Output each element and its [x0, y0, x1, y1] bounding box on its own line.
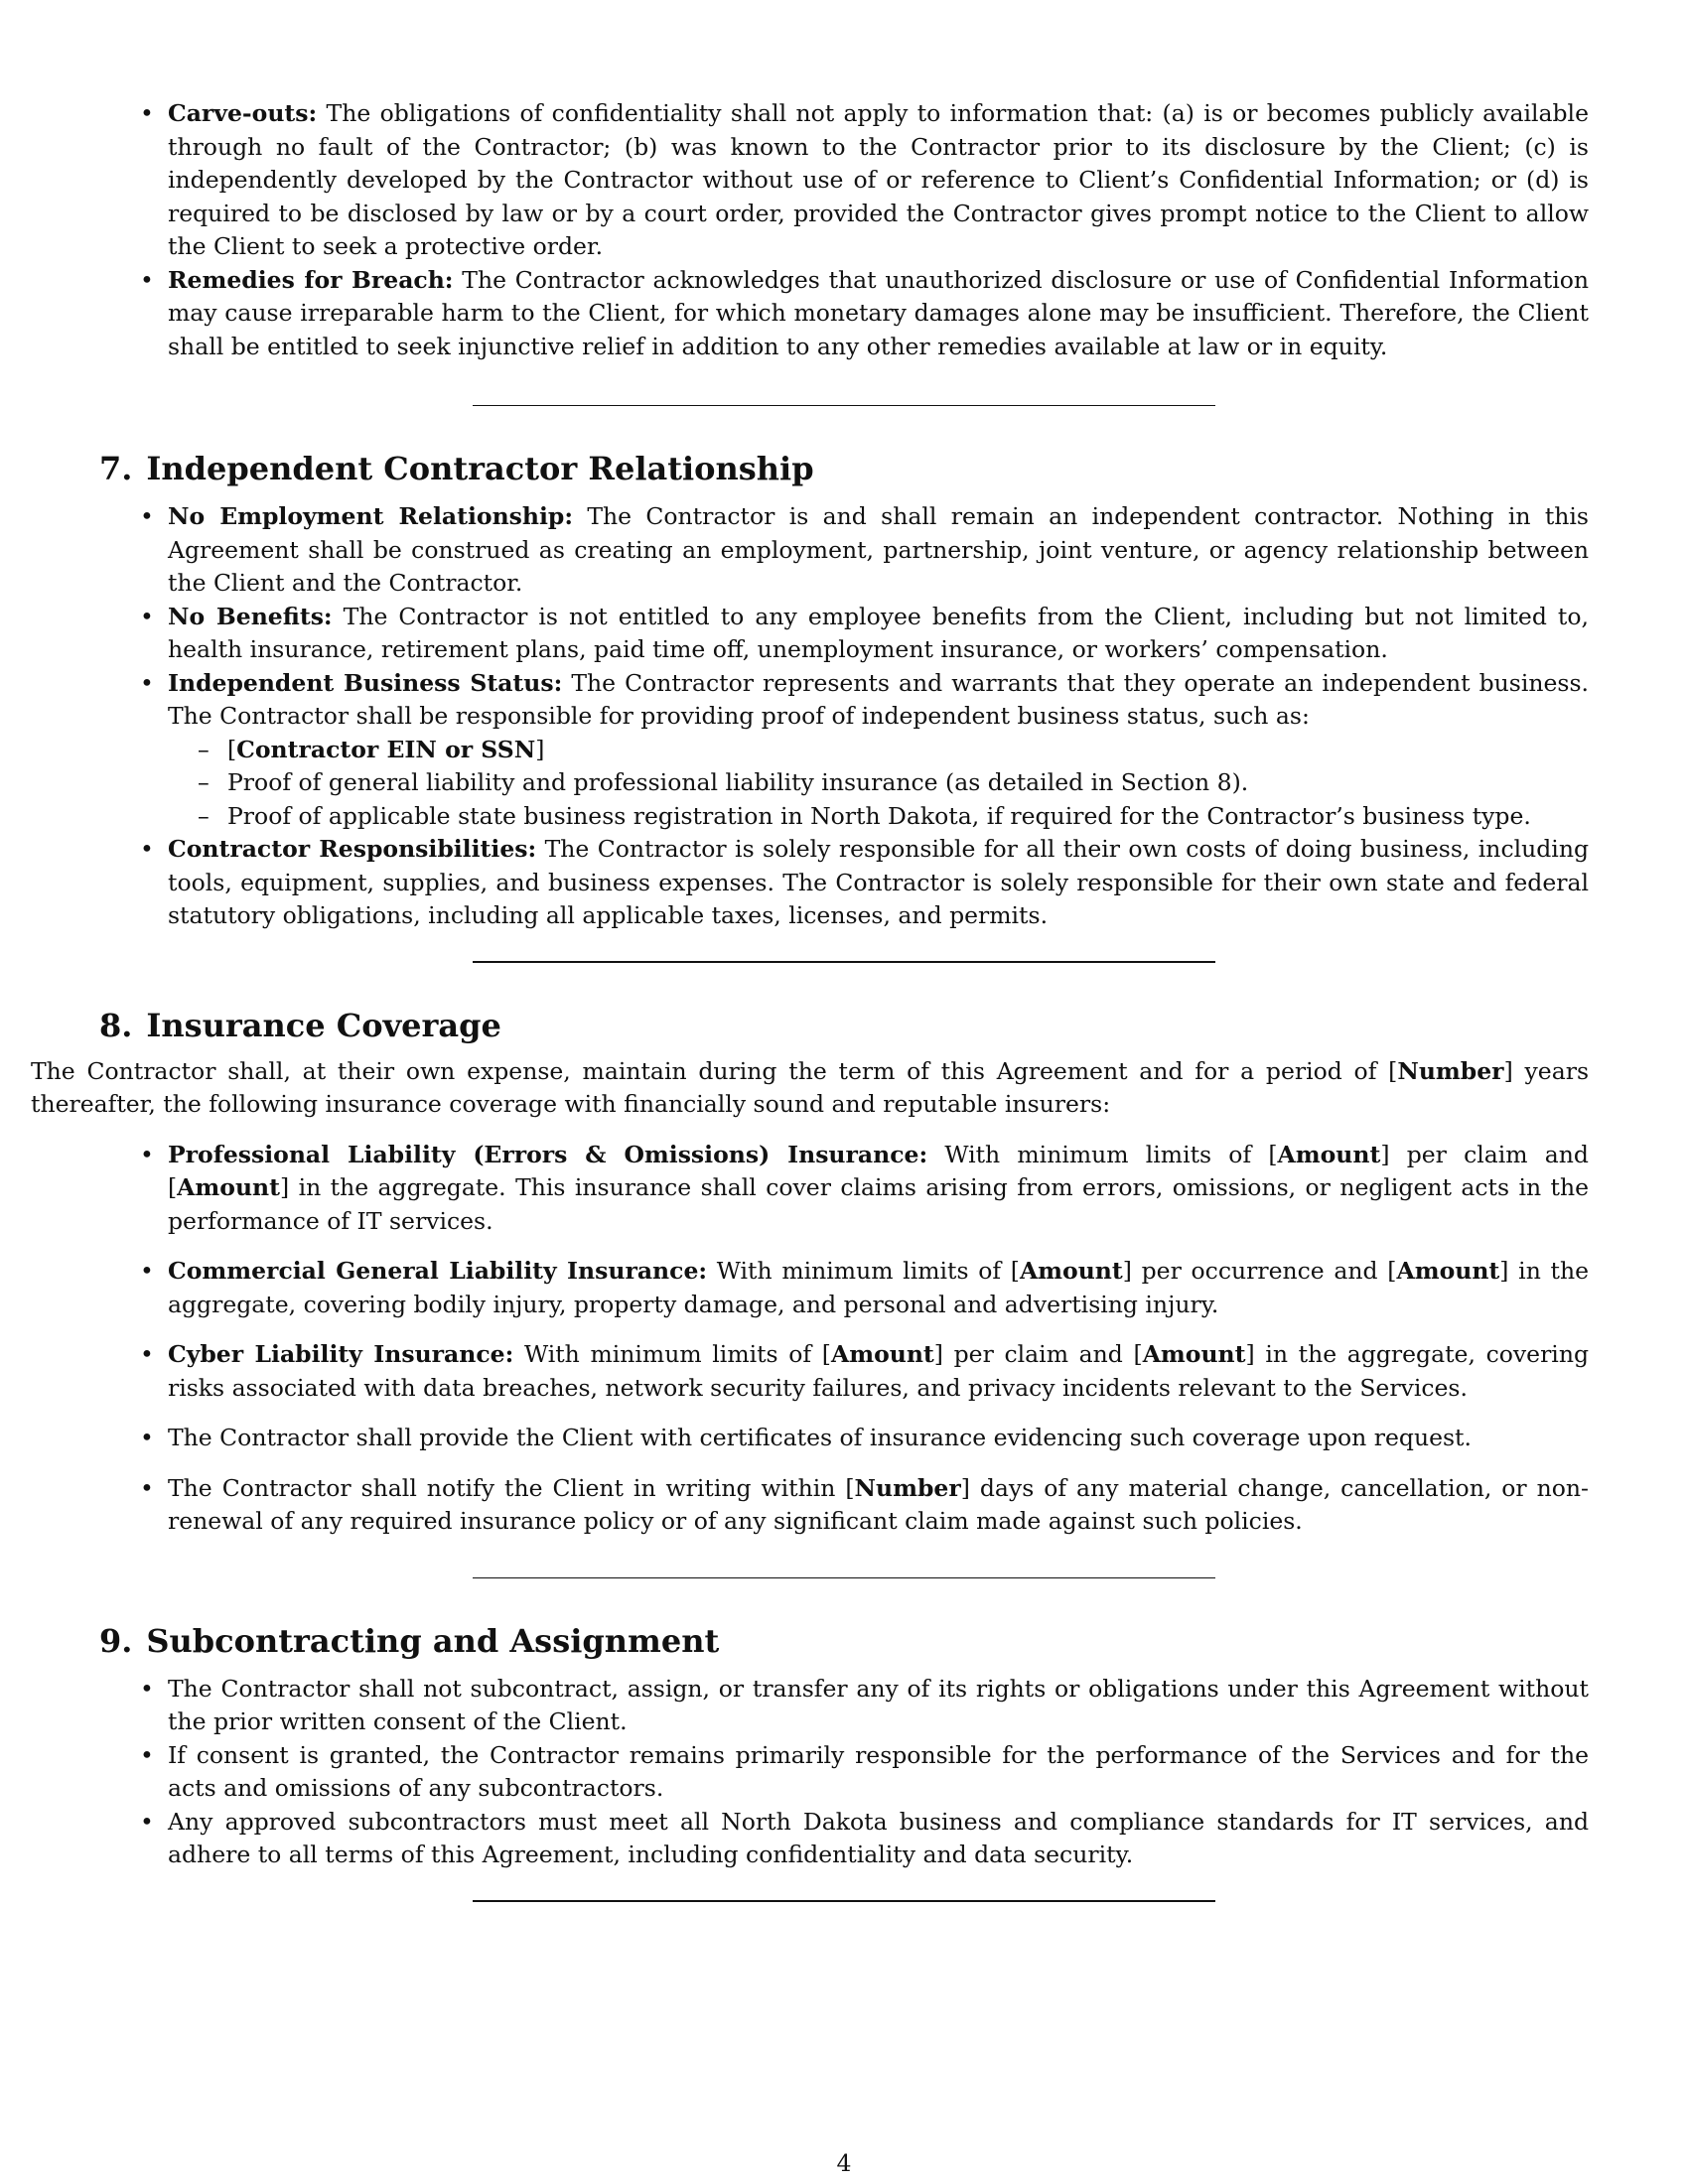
item-label: Contractor Responsibilities:	[168, 835, 537, 863]
list-item	[168, 500, 1589, 601]
sub-list-item: – Proof of general liability and professional liability insurance (as detailed in Section 8).	[227, 766, 1589, 800]
list-item: • Cyber Liability Insurance: With minimum limits of [Amount] per claim and [Amount] in the aggregate, covering risks associated with data breaches, network security failures, and privacy incidents relevant to the Services.	[168, 1338, 1589, 1405]
list-item	[168, 601, 1589, 667]
item-label: Carve-outs:	[168, 99, 318, 127]
item-text: per claim and	[1406, 1140, 1589, 1168]
section-title: Insurance Coverage	[146, 1006, 501, 1044]
section-9-list	[99, 1673, 1589, 1872]
list-item: • If consent is granted, the Contractor remains primarily responsible for the performance of the Services and for the acts and omissions of any subcontractors.	[168, 1739, 1589, 1806]
amount-placeholder: Amount	[1142, 1340, 1246, 1368]
section-6-list	[99, 97, 1589, 363]
list-item	[168, 833, 1589, 933]
item-label: Cyber Liability Insurance:	[168, 1340, 514, 1368]
amount-placeholder: Amount	[1277, 1140, 1381, 1168]
list-item	[168, 667, 1589, 834]
item-label: Independent Business Status:	[168, 668, 563, 697]
item-text: With minimum limits of	[523, 1340, 812, 1368]
section-divider	[473, 1900, 1215, 1902]
list-item: • Any approved subcontractors must meet all North Dakota business and compliance standards for IT services, and adhere to all terms of this Agreement, including confidentiality and data security.	[168, 1806, 1589, 1872]
list-item	[168, 264, 1589, 364]
list-item: • The Contractor shall notify the Client in writing within [Number] days of any material change, cancellation, or non-renewal of any required insurance policy or of any significant claim made against such policies.	[168, 1472, 1589, 1539]
item-text: The obligations of confidentiality shall not apply to information that: (a) is or becomes publicly available through no fault of the Contractor; (b) was known to the Contractor prior to its disclosure by the Client; (c) is independently developed by the Contractor without use of or reference to Client’s Confidential Information; or (d) is required to be disclosed by law or by a court order, provided the Contractor gives prompt notice to the Client to allow the Client to seek a protective order.	[168, 99, 1589, 260]
number-placeholder: Number	[854, 1473, 961, 1502]
list-item: • The Contractor shall provide the Client with certificates of insurance evidencing such coverage upon request.	[168, 1422, 1589, 1455]
item-text: The Contractor acknowledges that unauthorized disclosure or use of Confidential Information may cause irreparable harm to the Client, for which monetary damages alone may be insufficient. Therefore, the Client shall be entitled to seek injunctive relief in addition to any other remedies available at law or in equity.	[168, 265, 1589, 360]
item-text: per occurrence and	[1141, 1257, 1378, 1285]
item-text: days of any material change, cancellation, or non-renewal of any required insurance policy or of any significant claim made against such policies.	[168, 1473, 1589, 1535]
section-title: Independent Contractor Relationship	[146, 450, 814, 487]
intro-text: years thereafter, the following insurance coverage with financially sound and reputable insurers:	[31, 1056, 1590, 1118]
section-8-intro: The Contractor shall, at their own expense, maintain during the term of this Agreement and for a period of [Number] years thereafter, the following insurance coverage with financially sound and reputable insurers:	[31, 1056, 1590, 1118]
item-text: in the aggregate, covering risks associated with data breaches, network security failures, and privacy incidents relevant to the Services.	[168, 1340, 1590, 1402]
item-text: in the aggregate. This insurance shall cover claims arising from errors, omissions, or negligent acts in the performance of IT services.	[168, 1173, 1590, 1235]
list-item	[168, 97, 1589, 264]
item-text: The Contractor is and shall remain an independent contractor. Nothing in this Agreement shall be construed as creating an employment, partnership, joint venture, or agency relationship between the Client and the Contractor.	[168, 502, 1589, 597]
section-number: 9.	[99, 1621, 133, 1660]
section-number: 7.	[99, 450, 133, 487]
item-text: The Contractor is not entitled to any employee benefits from the Client, including but not limited to, health insurance, retirement plans, paid time off, unemployment insurance, or workers’ compensation.	[168, 602, 1589, 663]
section-9-heading	[99, 1621, 1589, 1661]
section-number: 8.	[99, 1006, 133, 1044]
section-7-heading	[99, 449, 1589, 488]
item-text: in the aggregate, covering bodily injury, property damage, and personal and advertising injury.	[168, 1257, 1590, 1318]
amount-placeholder: Amount	[177, 1173, 280, 1201]
proof-sublist	[168, 734, 1589, 834]
item-label: Professional Liability (Errors & Omissions) Insurance:	[168, 1140, 928, 1168]
item-text: The Contractor represents and warrants that they operate an independent business. The Contractor shall be responsible for providing proof of independent business status, such as:	[168, 668, 1589, 730]
amount-placeholder: Amount	[1396, 1257, 1500, 1285]
item-text: With minimum limits of	[716, 1257, 1002, 1285]
item-text: With minimum limits of	[944, 1140, 1252, 1168]
item-label: No Employment Relationship:	[168, 502, 574, 530]
list-item: • Commercial General Liability Insurance: With minimum limits of [Amount] per occurrence and [Amount] in the aggregate, covering bodily injury, property damage, and personal and advertising injury.	[168, 1255, 1589, 1321]
section-title: Subcontracting and Assignment	[146, 1621, 720, 1660]
item-label: Remedies for Breach:	[168, 265, 454, 294]
list-item: • Professional Liability (Errors & Omissions) Insurance: With minimum limits of [Amount] per claim and [Amount] in the aggregate. This insurance shall cover claims arising from errors, omissions, or negligent acts in the performance of IT services.	[168, 1139, 1589, 1239]
sub-list-item: – [Contractor EIN or SSN]	[227, 734, 1589, 767]
ein-placeholder: Contractor EIN or SSN	[236, 735, 536, 763]
item-text: The Contractor is solely responsible for all their own costs of doing business, including tools, equipment, supplies, and business expenses. The Contractor is solely responsible for their own state and federal statutory obligations, including all applicable taxes, licenses, and permits.	[168, 835, 1589, 929]
amount-placeholder: Amount	[1019, 1257, 1123, 1285]
item-text: The Contractor shall notify the Client in writing within	[168, 1473, 836, 1502]
item-label: Commercial General Liability Insurance:	[168, 1257, 708, 1285]
intro-text: The Contractor shall, at their own expense, maintain during the term of this Agreement and for a period of	[31, 1056, 1377, 1085]
number-placeholder: Number	[1397, 1056, 1504, 1085]
list-item: • The Contractor shall not subcontract, assign, or transfer any of its rights or obligations under this Agreement without the prior written consent of the Client.	[168, 1673, 1589, 1739]
item-text: per claim and	[953, 1340, 1123, 1368]
section-7-list	[99, 500, 1589, 933]
section-8-heading	[99, 1006, 1589, 1045]
sub-list-item: – Proof of applicable state business registration in North Dakota, if required for the Contractor’s business type.	[227, 800, 1589, 834]
amount-placeholder: Amount	[830, 1340, 934, 1368]
item-label: No Benefits:	[168, 602, 333, 630]
page-content	[31, 97, 1590, 1902]
section-8-list	[99, 1139, 1589, 1539]
page-number: 4	[836, 2149, 852, 2177]
